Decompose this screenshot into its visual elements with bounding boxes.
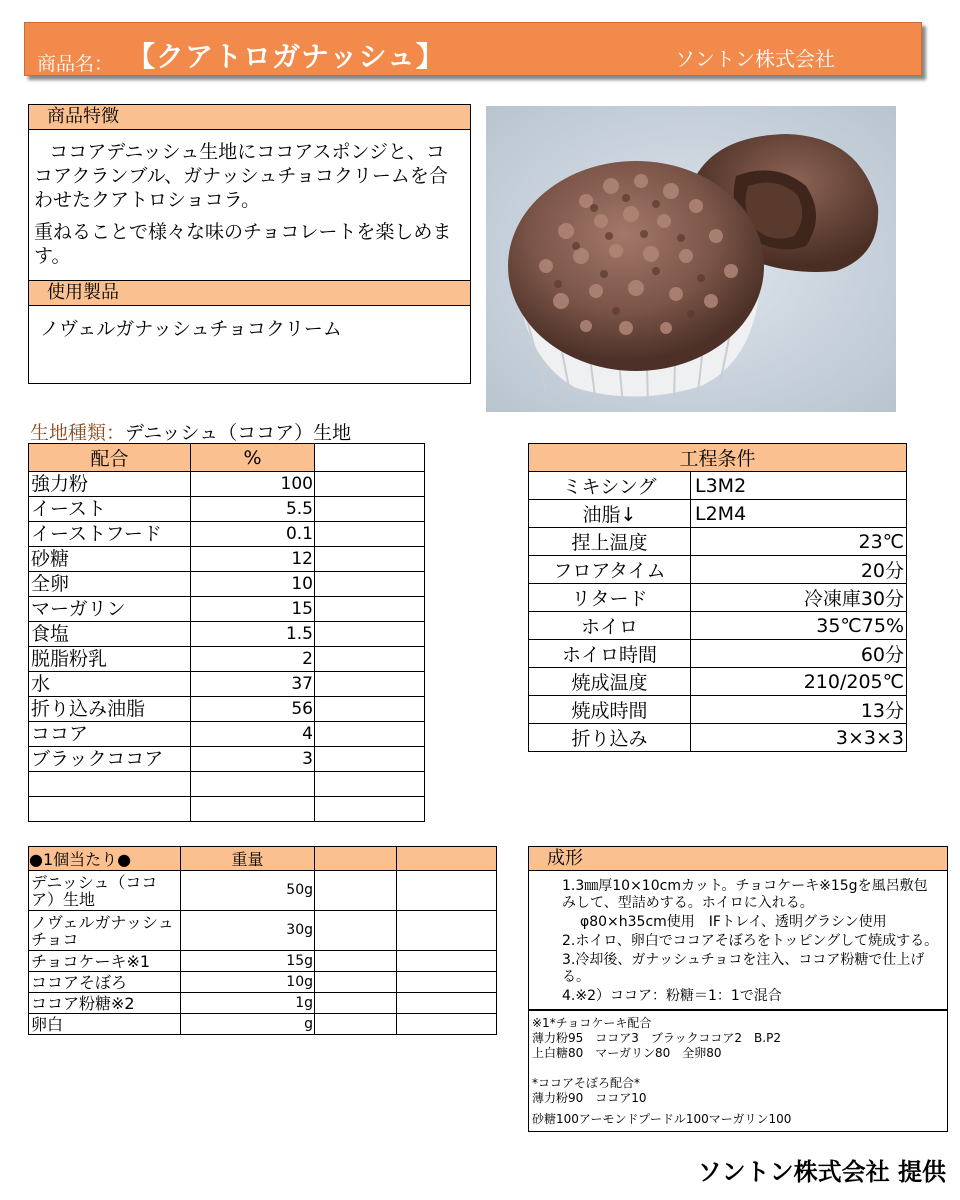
per-piece-header-weight: 重量 — [181, 847, 315, 871]
process-name: 油脂↓ — [529, 500, 691, 528]
recipe-header-ingredient: 配合 — [29, 444, 191, 472]
process-name: 捏上温度 — [529, 528, 691, 556]
blank-cell — [315, 647, 425, 672]
features-text — [34, 140, 464, 276]
table-row — [29, 911, 497, 951]
table-row — [529, 500, 907, 528]
blank-cell — [315, 871, 397, 911]
notes-soboro-line-2: 砂糖100アーモンドプードル100マーガリン100 — [532, 1112, 792, 1126]
ingredient-percent: 37 — [191, 672, 315, 697]
process-name: ホイロ時間 — [529, 640, 691, 668]
notes-soboro-title: *ココアそぼろ配合* — [532, 1076, 641, 1090]
component-name: ノヴェルガナッシュチョコ — [29, 911, 181, 951]
table-row — [29, 472, 425, 497]
ingredient-percent — [191, 797, 315, 822]
blank-cell — [315, 772, 425, 797]
component-name: 卵白 — [29, 1014, 181, 1035]
ingredient-name: ココア — [29, 722, 191, 747]
process-name: 折り込み — [529, 724, 691, 752]
component-weight: g — [181, 1014, 315, 1035]
process-value: 3×3×3 — [691, 724, 907, 752]
process-value: 23℃ — [691, 528, 907, 556]
ingredient-name: 折り込み油脂 — [29, 697, 191, 722]
blank-cell — [397, 1014, 497, 1035]
header-bar — [24, 22, 922, 76]
ingredient-percent: 5.5 — [191, 497, 315, 522]
table-row — [29, 972, 497, 993]
chocolate-pastry-photo — [486, 106, 896, 412]
per-piece-header-title: ●1個当たり● — [29, 847, 181, 871]
ingredient-name: イースト — [29, 497, 191, 522]
blank-cell — [315, 951, 397, 972]
table-row — [29, 622, 425, 647]
dough-type-value: デニッシュ（ココア）生地 — [125, 422, 352, 444]
ingredient-percent — [191, 772, 315, 797]
blank-cell — [397, 972, 497, 993]
blank-cell — [315, 797, 425, 822]
blank-cell — [315, 972, 397, 993]
dough-type-label: 生地種類： — [30, 422, 126, 444]
table-row — [529, 612, 907, 640]
ingredient-name: 強力粉 — [29, 472, 191, 497]
notes-cake-line-2: 上白糖80 マーガリン80 全卵80 — [532, 1046, 722, 1060]
component-name: デニッシュ（ココア）生地 — [29, 871, 181, 911]
process-title: 工程条件 — [529, 444, 907, 472]
ingredient-name: 全卵 — [29, 572, 191, 597]
table-row — [29, 572, 425, 597]
process-value: 60分 — [691, 640, 907, 668]
product-name-label: 商品名： — [37, 53, 114, 75]
table-row — [29, 993, 497, 1014]
ingredient-percent: 12 — [191, 547, 315, 572]
forming-steps — [540, 878, 940, 1007]
blank-cell — [315, 722, 425, 747]
table-row — [529, 556, 907, 584]
table-row — [29, 722, 425, 747]
table-row — [29, 522, 425, 547]
component-name: チョコケーキ※1 — [29, 951, 181, 972]
table-row — [529, 472, 907, 500]
component-weight: 10g — [181, 972, 315, 993]
table-row — [529, 640, 907, 668]
process-header-row — [529, 444, 907, 472]
blank-cell — [315, 572, 425, 597]
blank-cell — [315, 697, 425, 722]
product-name: 【クアトロガナッシュ】 — [127, 40, 445, 73]
used-product-item: ノヴェルガナッシュチョコクリーム — [40, 318, 342, 340]
ingredient-percent: 3 — [191, 747, 315, 772]
process-value: L2M4 — [691, 500, 907, 528]
process-name: フロアタイム — [529, 556, 691, 584]
used-products-title: 使用製品 — [28, 280, 471, 306]
per-piece-header-row — [29, 847, 497, 871]
table-row — [29, 647, 425, 672]
forming-step-1-sub: φ80×h35cm使用 IFトレイ、透明グラシン使用 — [580, 914, 887, 930]
blank-cell — [315, 522, 425, 547]
ingredient-name — [29, 772, 191, 797]
recipe-header-row — [29, 444, 425, 472]
ingredient-name: ブラックココア — [29, 747, 191, 772]
component-weight: 50g — [181, 871, 315, 911]
component-weight: 15g — [181, 951, 315, 972]
forming-step-4: 4.※2）ココア：粉糖＝1：1で混合 — [562, 988, 782, 1004]
table-row — [29, 772, 425, 797]
component-name: ココアそぼろ — [29, 972, 181, 993]
process-value: 13分 — [691, 696, 907, 724]
process-name: ミキシング — [529, 472, 691, 500]
footer-provider: ソントン株式会社 提供 — [697, 1158, 946, 1186]
forming-step-2: 2.ホイロ、卵白でココアそぼろをトッピングして焼成する。 — [562, 933, 939, 949]
notes-soboro-line-1: 薄力粉90 ココア10 — [532, 1091, 647, 1105]
blank-cell — [315, 672, 425, 697]
process-table — [528, 443, 907, 752]
dough-type — [30, 418, 351, 445]
table-row — [29, 951, 497, 972]
table-row — [29, 1014, 497, 1035]
ingredient-percent: 1.5 — [191, 622, 315, 647]
process-value: 210/205℃ — [691, 668, 907, 696]
process-name: 焼成時間 — [529, 696, 691, 724]
ingredient-name: 脱脂粉乳 — [29, 647, 191, 672]
features-title: 商品特徴 — [28, 104, 471, 130]
blank-cell — [315, 1014, 397, 1035]
ingredient-percent: 2 — [191, 647, 315, 672]
features-paragraph-2: 重ねることで様々な味のチョコレートを楽しめます。 — [34, 221, 452, 267]
ingredient-name — [29, 797, 191, 822]
component-name: ココア粉糖※2 — [29, 993, 181, 1014]
table-row — [29, 747, 425, 772]
table-row — [529, 724, 907, 752]
forming-step-3: 3.冷却後、ガナッシュチョコを注入、ココア粉糖で仕上げる。 — [562, 952, 925, 985]
process-value: 20分 — [691, 556, 907, 584]
ingredient-percent: 56 — [191, 697, 315, 722]
table-row — [529, 584, 907, 612]
blank-cell — [315, 622, 425, 647]
notes-cake-line-1: 薄力粉95 ココア3 ブラックココア2 B.P2 — [532, 1031, 781, 1045]
table-row — [29, 597, 425, 622]
blank-cell — [315, 547, 425, 572]
component-weight: 1g — [181, 993, 315, 1014]
notes-spacer — [532, 1061, 946, 1076]
per-piece-header-blank-1 — [315, 847, 397, 871]
notes — [532, 1016, 946, 1127]
table-row — [29, 497, 425, 522]
ingredient-percent: 15 — [191, 597, 315, 622]
process-value: L3M2 — [691, 472, 907, 500]
blank-cell — [397, 993, 497, 1014]
recipe-header-blank — [315, 444, 425, 472]
process-name: 焼成温度 — [529, 668, 691, 696]
forming-title: 成形 — [528, 846, 948, 871]
per-piece-header-blank-2 — [397, 847, 497, 871]
blank-cell — [315, 993, 397, 1014]
process-value: 冷凍庫30分 — [691, 584, 907, 612]
table-row — [529, 668, 907, 696]
blank-cell — [397, 911, 497, 951]
blank-cell — [315, 597, 425, 622]
table-row — [529, 528, 907, 556]
table-row — [529, 696, 907, 724]
table-row — [29, 871, 497, 911]
forming-step-1: 1.3㎜厚10×10cmカット。チョコケーキ※15gを風呂敷包みして、型詰めする。ホイロに入れる。 — [562, 878, 928, 911]
table-row — [29, 697, 425, 722]
process-value: 35℃75% — [691, 612, 907, 640]
table-row — [29, 797, 425, 822]
process-name: ホイロ — [529, 612, 691, 640]
recipe-header-percent: % — [191, 444, 315, 472]
blank-cell — [397, 871, 497, 911]
process-name: リタード — [529, 584, 691, 612]
per-piece-table — [28, 846, 497, 1035]
notes-cake-title: ※1*チョコケーキ配合 — [532, 1016, 652, 1030]
ingredient-percent: 4 — [191, 722, 315, 747]
ingredient-name: イーストフード — [29, 522, 191, 547]
table-row — [29, 672, 425, 697]
blank-cell — [397, 951, 497, 972]
ingredient-percent: 100 — [191, 472, 315, 497]
table-row — [29, 547, 425, 572]
header-company: ソントン株式会社 — [675, 47, 835, 71]
ingredient-name: 水 — [29, 672, 191, 697]
ingredient-name: マーガリン — [29, 597, 191, 622]
ingredient-name: 砂糖 — [29, 547, 191, 572]
ingredient-name: 食塩 — [29, 622, 191, 647]
features-paragraph-1: ココアデニッシュ生地にココアスポンジと、ココアクランブル、ガナッシュチョコクリームを合わせたクアトロショコラ。 — [34, 141, 448, 211]
ingredient-percent: 10 — [191, 572, 315, 597]
recipe-table — [28, 443, 425, 822]
blank-cell — [315, 472, 425, 497]
ingredient-percent: 0.1 — [191, 522, 315, 547]
blank-cell — [315, 497, 425, 522]
component-weight: 30g — [181, 911, 315, 951]
blank-cell — [315, 911, 397, 951]
blank-cell — [315, 747, 425, 772]
